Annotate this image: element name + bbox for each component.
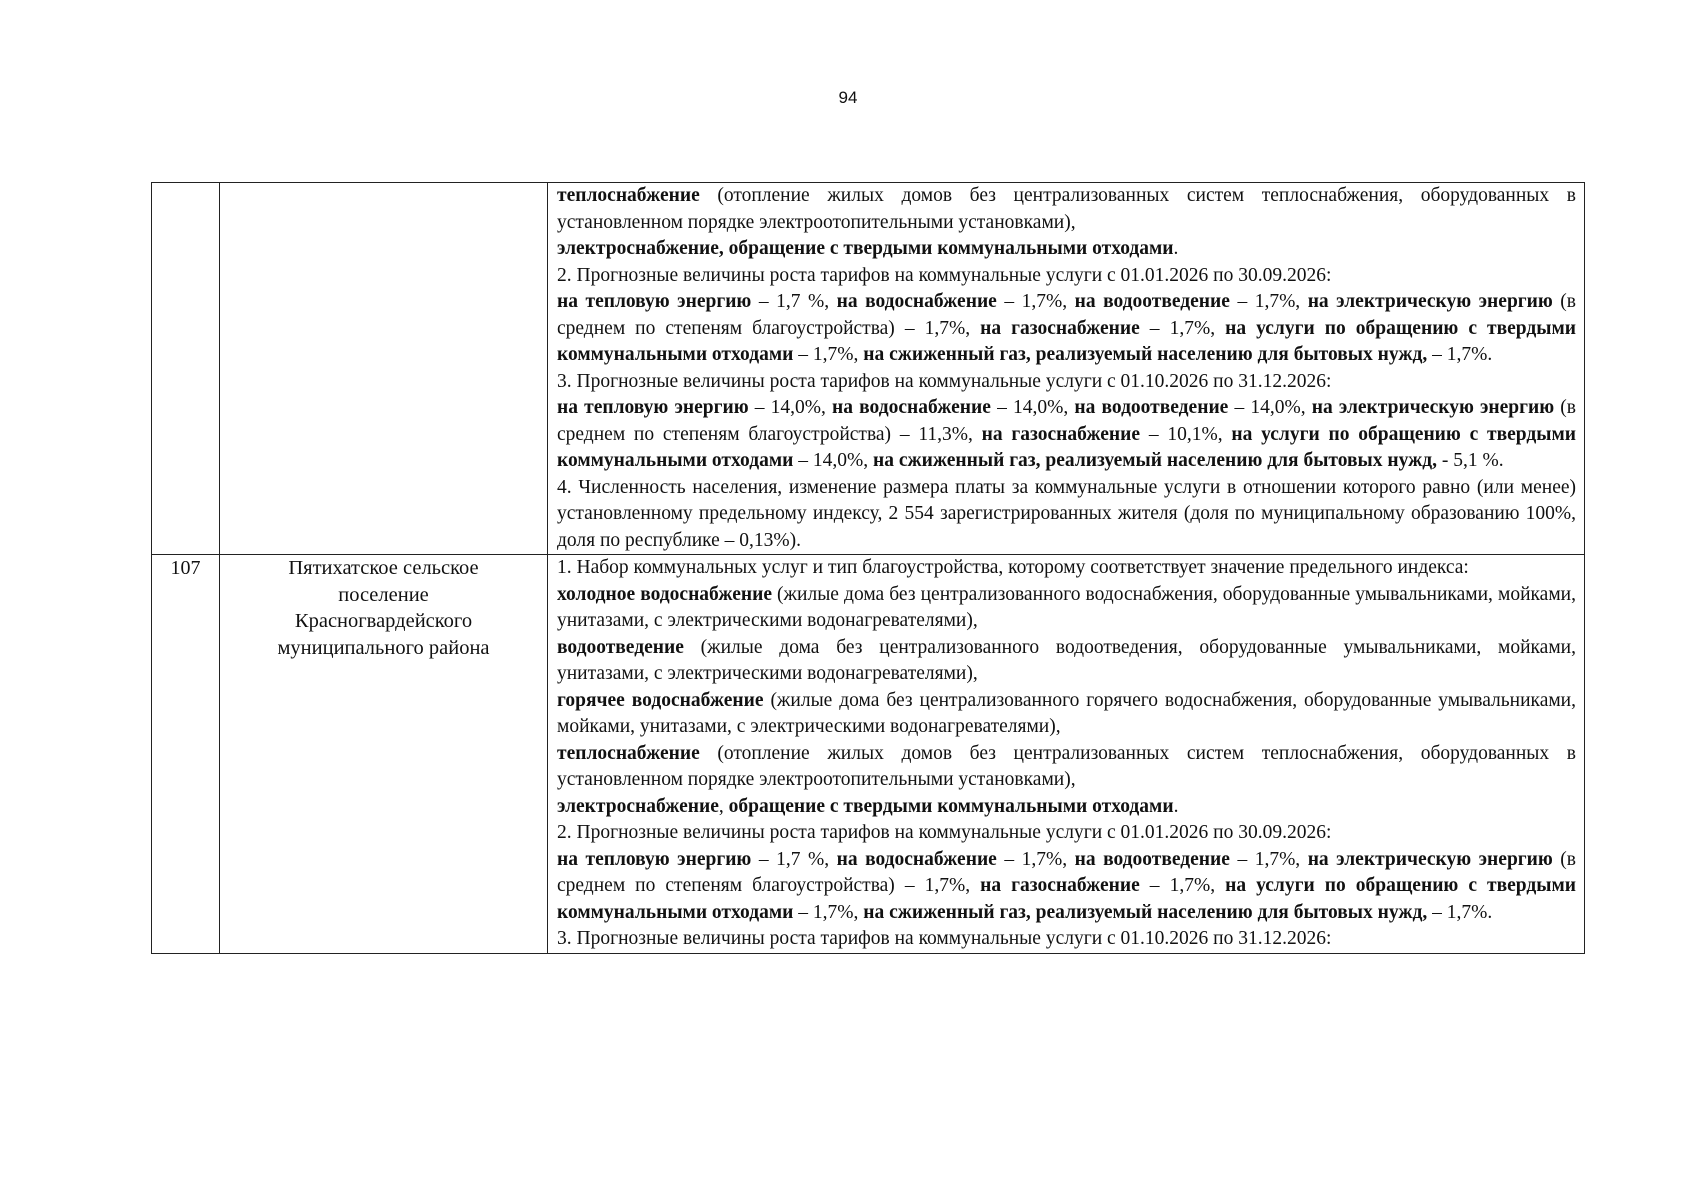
bold-text: на сжиженный газ, реализуемый населению для бытовых нужд, — [872, 450, 1437, 471]
bold-text: водоотведение — [557, 636, 684, 658]
description-paragraph — [557, 688, 1576, 741]
text: 3. Прогнозные величины роста тарифов на коммунальные услуги с 01.10.2026 по 31.12.2026: — [557, 370, 1332, 392]
text: – 14,0%, — [1228, 397, 1312, 418]
text: – 1,7%, — [793, 344, 864, 365]
description-paragraph — [557, 926, 1576, 953]
text: – 1,7 %, — [751, 848, 837, 870]
text: – 1,7%, — [1139, 317, 1226, 339]
bold-text: на газоснабжение — [980, 875, 1140, 896]
description-paragraph — [557, 582, 1576, 635]
text: 4. Численность населения, изменение размера платы за коммунальные услуги в отношении которого равно (или менее) установленному предельному индексу, 2 554 зарегистрированных жителя (доля по муниципальному образованию 100%, доля по республике – 0,13%). — [557, 476, 1576, 551]
text: (жилые дома без централизованного горячего водоснабжения, оборудованные умывальниками, мойками, унитазами, с электрическими водонагревателями), — [557, 689, 1576, 737]
text: . — [1173, 238, 1179, 259]
text: (отопление жилых домов без централизованных систем теплоснабжения, оборудованных в установленном порядке электроотопительными установками), — [557, 742, 1576, 790]
text: – 1,7%, — [793, 901, 864, 923]
text: (в среднем по степеням благоустройства) – 1,7%, — [557, 848, 1576, 896]
bold-text: на водоснабжение — [836, 291, 997, 312]
municipality-name-line: муниципального района — [277, 636, 490, 659]
bold-text: на электрическую энергию — [1311, 397, 1555, 418]
text: – 1,7%, — [996, 291, 1075, 312]
text: – 1,7%. — [1427, 901, 1493, 923]
bold-text: холодное водоснабжение — [557, 583, 772, 605]
text: – 1,7%, — [1229, 848, 1308, 870]
bold-text: на газоснабжение — [981, 423, 1141, 445]
text: 3. Прогнозные величины роста тарифов на коммунальные услуги с 01.10.2026 по 31.12.2026: — [557, 928, 1332, 949]
text: . — [1173, 795, 1179, 817]
row-number-cell — [152, 555, 220, 954]
description-paragraph — [557, 794, 1576, 821]
text: – 1,7%, — [1139, 875, 1226, 896]
municipality-cell — [220, 183, 548, 555]
text: 2. Прогнозные величины роста тарифов на коммунальные услуги с 01.01.2026 по 30.09.2026: — [557, 264, 1332, 286]
bold-text: на водоотведение — [1074, 397, 1229, 418]
bold-text: на тепловую энергию — [557, 291, 752, 312]
bold-text: теплоснабжение — [557, 742, 700, 764]
municipality-name-line: Пятихатское сельское — [288, 557, 479, 579]
text: – 14,0%, — [990, 397, 1075, 418]
text: – 10,1%, — [1140, 423, 1232, 445]
text: (жилые дома без централизованного водоснабжения, оборудованные умывальниками, мойками, унитазами, с электрическими водонагревателями), — [557, 583, 1576, 631]
bold-text: обращение с твердыми коммунальными отходами — [728, 795, 1174, 817]
text: - 5,1 %. — [1437, 450, 1504, 471]
text: – 14,0%, — [748, 397, 833, 418]
bold-text: на водоснабжение — [832, 397, 991, 418]
text: (отопление жилых домов без централизованных систем теплоснабжения, оборудованных в установленном порядке электроотопительными установками), — [557, 185, 1576, 233]
bold-text: на электрическую энергию — [1307, 291, 1553, 312]
municipality-name-line: поселение — [338, 583, 429, 606]
description-paragraph — [557, 289, 1576, 369]
text: – 1,7%, — [1229, 291, 1308, 312]
bold-text: на тепловую энергию — [557, 848, 752, 870]
text: 1. Набор коммунальных услуг и тип благоустройства, которому соответствует значение предельного индекса: — [557, 557, 1469, 578]
bold-text: на водоотведение — [1074, 848, 1230, 870]
bold-text: горячее водоснабжение — [557, 689, 764, 711]
text: – 14,0%, — [793, 450, 873, 471]
text: (жилые дома без централизованного водоотведения, оборудованные умывальниками, мойками, унитазами, с электрическими водонагревателями), — [557, 636, 1576, 684]
page-number: 94 — [838, 88, 858, 107]
bold-text: теплоснабжение — [557, 185, 700, 206]
description-paragraph — [557, 395, 1576, 475]
table-body — [152, 183, 1585, 954]
tariff-table — [151, 182, 1585, 954]
table-row — [152, 183, 1585, 555]
row-number: 107 — [170, 557, 201, 579]
text: – 1,7 %, — [751, 291, 837, 312]
text: – 1,7%, — [996, 848, 1075, 870]
bold-text: на водоотведение — [1074, 291, 1230, 312]
description-cell — [548, 183, 1585, 555]
text: 2. Прогнозные величины роста тарифов на коммунальные услуги с 01.01.2026 по 30.09.2026: — [557, 822, 1332, 843]
text: (в среднем по степеням благоустройства) – 1,7%, — [557, 291, 1576, 339]
description-paragraph — [557, 236, 1576, 263]
description-paragraph — [557, 635, 1576, 688]
description-paragraph — [557, 741, 1576, 794]
table-row — [152, 555, 1585, 954]
bold-text: на услуги по обращению с твердыми коммунальными отходами — [557, 875, 1576, 923]
bold-text: на водоснабжение — [836, 848, 997, 870]
bold-text: электроснабжение, обращение с твердыми коммунальными отходами — [557, 238, 1174, 259]
text: (в среднем по степеням благоустройства) – 11,3%, — [557, 397, 1576, 445]
text: – 1,7%. — [1427, 344, 1493, 365]
bold-text: на газоснабжение — [980, 317, 1140, 339]
bold-text: на услуги по обращению с твердыми коммунальными отходами — [557, 423, 1576, 471]
description-paragraph — [557, 263, 1576, 290]
bold-text: на электрическую энергию — [1307, 848, 1553, 870]
description-paragraph — [557, 475, 1576, 555]
bold-text: на сжиженный газ, реализуемый населению для бытовых нужд, — [863, 901, 1428, 923]
bold-text: на услуги по обращению с твердыми коммунальными отходами — [557, 317, 1576, 365]
text: , — [718, 795, 729, 817]
description-paragraph — [557, 369, 1576, 396]
bold-text: на сжиженный газ, реализуемый населению для бытовых нужд, — [863, 344, 1428, 365]
municipality-name-line: Красногвардейского — [294, 610, 473, 632]
description-cell — [548, 555, 1585, 954]
row-number-cell — [152, 183, 220, 555]
description-paragraph — [557, 555, 1576, 582]
bold-text: на тепловую энергию — [557, 397, 749, 418]
description-paragraph — [557, 847, 1576, 927]
bold-text: электроснабжение — [557, 795, 719, 817]
description-paragraph — [557, 183, 1576, 236]
description-paragraph — [557, 820, 1576, 847]
municipality-cell — [220, 555, 548, 954]
